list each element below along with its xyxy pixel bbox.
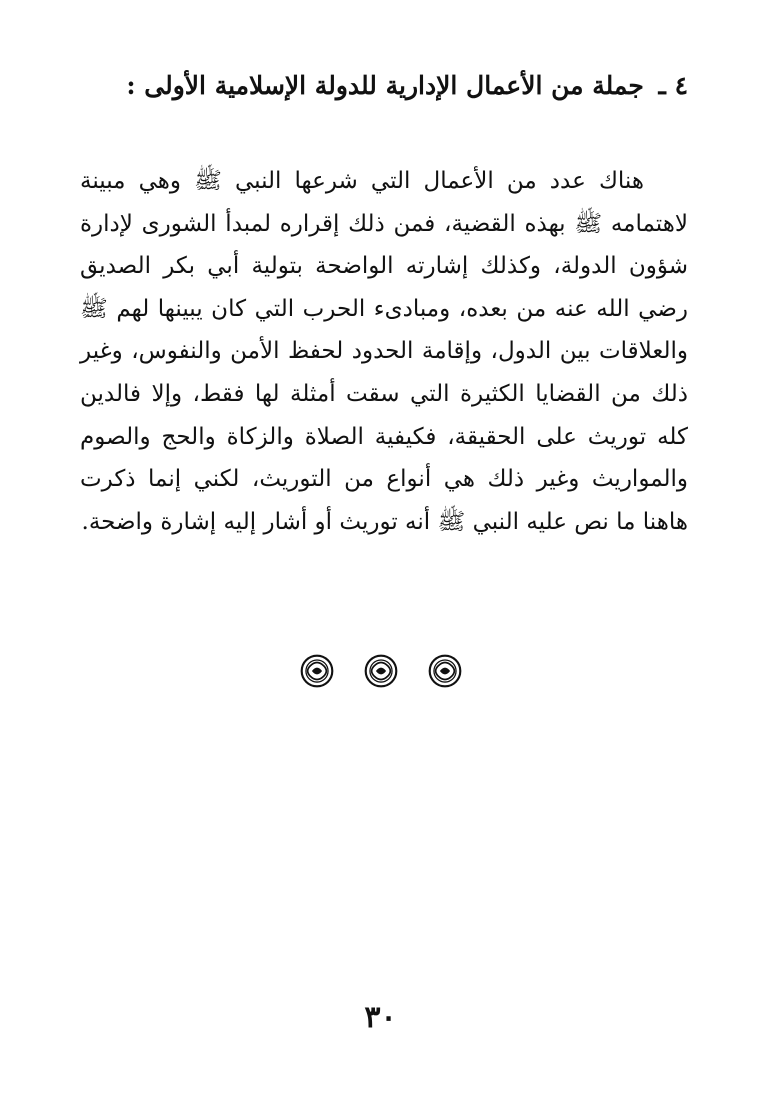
ornament-icon <box>364 654 398 688</box>
section-heading <box>80 64 688 108</box>
section-number: ٤ ـ <box>658 71 688 100</box>
section-title: جملة من الأعمال الإدارية للدولة الإسلامية الأولى : <box>126 71 644 100</box>
page-number: ٣٠ <box>364 1000 397 1035</box>
ornament-icon <box>428 654 462 688</box>
ornament-icon <box>300 654 334 688</box>
ornamental-divider <box>0 654 761 688</box>
body-paragraph <box>80 160 688 543</box>
body-paragraph-text: هناك عدد من الأعمال التي شرعها النبي ﷺ وهي مبينة لاهتمامه ﷺ بهذه القضية، فمن ذلك إقراره لمبدأ الشورى لإدارة شؤون الدولة، وكذلك إشارته الواضحة بتولية أبي بكر الصديق رضي الله عنه من بعده، ومبادىء الحرب التي كان يبينها لهم ﷺ والعلاقات بين الدول، وإقامة الحدود لحفظ الأمن والنفوس، وغير ذلك من القضايا الكثيرة التي سقت أمثلة لها فقط، وإلا فالدين كله توريث على الحقيقة، فكيفية الصلاة والزكاة والحج والصوم والمواريث وغير ذلك هي أنواع من التوريث، لكني إنما ذكرت هاهنا ما نص عليه النبي ﷺ أنه توريث أو أشار إليه إشارة واضحة. <box>80 168 688 535</box>
